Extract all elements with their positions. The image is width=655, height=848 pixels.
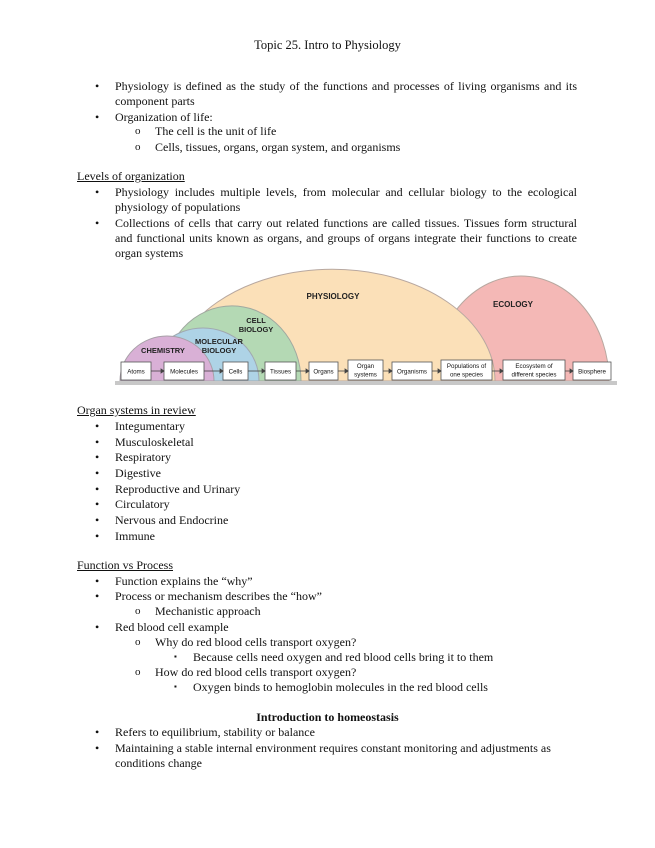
box-label: Organisms bbox=[397, 368, 427, 376]
box-label: Tissues bbox=[269, 368, 292, 376]
intro-bullet-1: Physiology is defined as the study of the functions and processes of living organisms and its component parts bbox=[115, 79, 577, 108]
bullet-icon: • bbox=[95, 419, 100, 433]
levels-bullet-1: Physiology includes multiple levels, from molecular and cellular biology to the ecological physiology of populations bbox=[115, 185, 577, 214]
bullet-icon: • bbox=[95, 725, 100, 739]
bullet-icon: • bbox=[95, 589, 100, 603]
box-label: different species bbox=[511, 371, 557, 379]
box-label: Atoms bbox=[127, 368, 145, 376]
cell-biology-label: BIOLOGY bbox=[238, 325, 274, 334]
bullet-icon: • bbox=[95, 185, 100, 199]
function-heading: Function vs Process bbox=[77, 558, 173, 572]
circle-bullet-icon: o bbox=[135, 125, 141, 137]
organ-system-item: Musculoskeletal bbox=[115, 435, 194, 449]
organ-system-item: Circulatory bbox=[115, 497, 170, 511]
chemistry-label: CHEMISTRY bbox=[141, 346, 185, 355]
molecular-biology-label: MOLECULAR bbox=[195, 337, 243, 346]
physiology-label: PHYSIOLOGY bbox=[306, 292, 360, 301]
circle-bullet-icon: o bbox=[135, 666, 141, 678]
bullet-icon: • bbox=[95, 110, 100, 124]
cell-biology-label: CELL bbox=[246, 316, 266, 325]
box-label: Populations of bbox=[446, 363, 487, 370]
square-bullet-icon: ▪ bbox=[174, 652, 177, 661]
intro-sub-2: Cells, tissues, organs, organ system, and organisms bbox=[155, 140, 401, 154]
bullet-icon: • bbox=[95, 497, 100, 511]
square-bullet-icon: ▪ bbox=[174, 682, 177, 691]
organ-systems-heading: Organ systems in review bbox=[77, 403, 196, 417]
bullet-icon: • bbox=[95, 466, 100, 480]
bullet-icon: • bbox=[95, 435, 100, 449]
intro-sub-1: The cell is the unit of life bbox=[155, 124, 277, 138]
intro-bullet-2: Organization of life: bbox=[115, 110, 213, 124]
molecular-biology-label: BIOLOGY bbox=[201, 346, 237, 355]
bullet-icon: • bbox=[95, 620, 100, 634]
circle-bullet-icon: o bbox=[135, 605, 141, 617]
organ-system-item: Respiratory bbox=[115, 450, 171, 464]
function-bullet: Function explains the “why” bbox=[115, 574, 253, 588]
box-label: Biosphere bbox=[578, 368, 606, 376]
box-label: Organs bbox=[313, 368, 334, 376]
why-answer: Because cells need oxygen and red blood cells bring it to them bbox=[193, 650, 494, 664]
process-bullet: Process or mechanism describes the “how” bbox=[115, 589, 322, 603]
bullet-icon: • bbox=[95, 741, 100, 755]
levels-heading: Levels of organization bbox=[77, 169, 185, 183]
bullet-icon: • bbox=[95, 216, 100, 230]
rbc-bullet: Red blood cell example bbox=[115, 620, 229, 634]
box-label: Molecules bbox=[170, 368, 198, 376]
bullet-icon: • bbox=[95, 450, 100, 464]
homeostasis-bullet-2: Maintaining a stable internal environment requires constant monitoring and adjustments as conditions change bbox=[115, 741, 551, 770]
box-label: one species bbox=[449, 371, 484, 379]
box-label: Ecosystem of bbox=[515, 363, 553, 370]
organ-system-item: Nervous and Endocrine bbox=[115, 513, 229, 527]
page-title: Topic 25. Intro to Physiology bbox=[254, 38, 401, 52]
bullet-icon: • bbox=[95, 513, 100, 527]
ecology-label: ECOLOGY bbox=[492, 300, 534, 309]
levels-bullet-2: Collections of cells that carry out related functions are called tissues. Tissues form structural and functional units known as organs, and groups of organs integrate their functions to create organ systems bbox=[115, 216, 577, 260]
how-answer: Oxygen binds to hemoglobin molecules in the red blood cells bbox=[193, 680, 488, 694]
homeostasis-bullet-1: Refers to equilibrium, stability or balance bbox=[115, 725, 315, 739]
box-label: Cells bbox=[228, 368, 243, 376]
circle-bullet-icon: o bbox=[135, 141, 141, 153]
organ-system-item: Reproductive and Urinary bbox=[115, 482, 241, 496]
why-question: Why do red blood cells transport oxygen? bbox=[155, 635, 357, 649]
organ-system-item: Immune bbox=[115, 529, 155, 543]
circle-bullet-icon: o bbox=[135, 636, 141, 648]
organ-system-item: Digestive bbox=[115, 466, 161, 480]
box-label: systems bbox=[354, 371, 377, 379]
bullet-icon: • bbox=[95, 79, 100, 93]
box-label: Organ bbox=[356, 363, 375, 370]
bullet-icon: • bbox=[95, 574, 100, 588]
mechanistic-item: Mechanistic approach bbox=[155, 604, 261, 618]
bullet-icon: • bbox=[95, 529, 100, 543]
homeostasis-heading: Introduction to homeostasis bbox=[256, 710, 399, 724]
organ-system-item: Integumentary bbox=[115, 419, 185, 433]
bullet-icon: • bbox=[95, 482, 100, 496]
how-question: How do red blood cells transport oxygen? bbox=[155, 665, 357, 679]
levels-of-organization-diagram bbox=[115, 268, 617, 386]
